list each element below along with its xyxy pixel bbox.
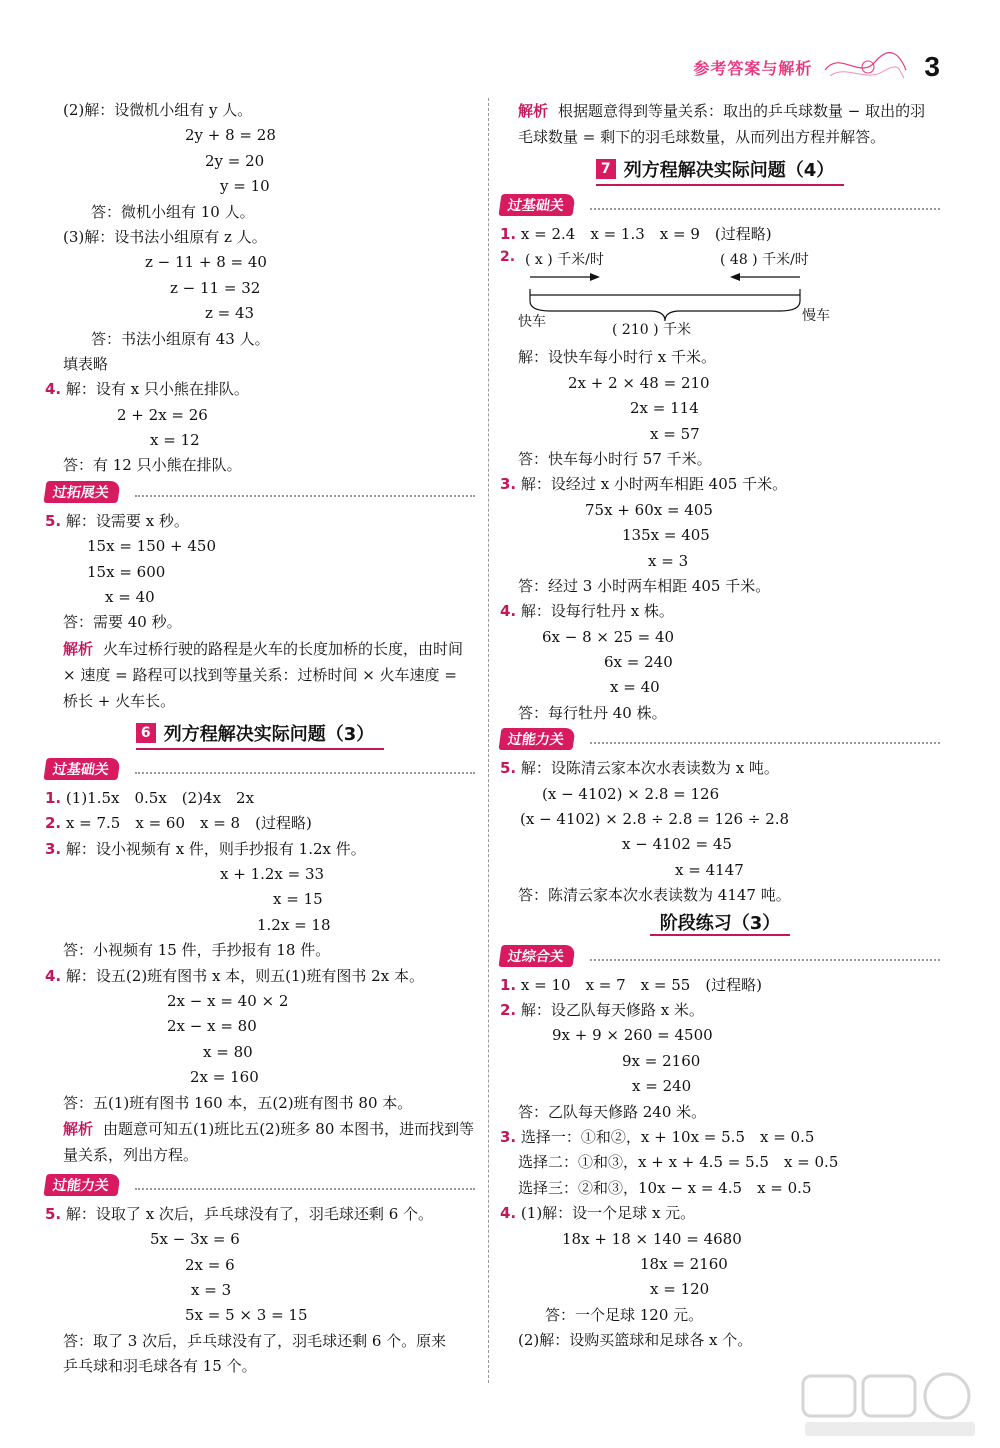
answer-line: 填表略 xyxy=(63,354,109,373)
section-label: 过基础关 xyxy=(43,758,120,780)
question-number: 4. xyxy=(45,380,62,399)
equation-line: x + 1.2x = 33 xyxy=(220,864,325,883)
equation-line: (x − 4102) × 2.8 = 126 xyxy=(542,784,720,803)
equation-line: 6x − 8 × 25 = 40 xyxy=(542,627,675,646)
explanation-text: 火车过桥行驶的路程是火车的长度加桥的长度，由时间 × 速度 = 路程可以找到等量关系：过桥时间 × 火车速度 = 桥长 + 火车长。 xyxy=(63,639,464,710)
answer-line: 解：设五(2)班有图书 x 本，则五(1)班有图书 2x 本。 xyxy=(65,966,424,985)
question-number: 5. xyxy=(500,759,517,778)
section-bar xyxy=(500,728,940,754)
equation-line: 5x − 3x = 6 xyxy=(150,1230,240,1249)
lesson-title: 列方程解决实际问题（3） xyxy=(163,723,375,745)
explanation xyxy=(500,98,938,150)
explanation-text: 由题意可知五(1)班比五(2)班多 80 本图书，进而找到等量关系，列出方程。 xyxy=(63,1119,475,1164)
equation-line: 9x = 2160 xyxy=(622,1051,701,1070)
equation-line: 6x = 240 xyxy=(604,653,673,672)
equation-line: 2y + 8 = 28 xyxy=(185,126,276,145)
equation-line: x = 240 xyxy=(632,1077,692,1096)
equation-line: 18x + 18 × 140 = 4680 xyxy=(562,1229,742,1248)
answer-line: 解：设取了 x 次后，乒乓球没有了，羽毛球还剩 6 个。 xyxy=(65,1204,433,1223)
question-number: 5. xyxy=(45,511,62,530)
question-number: 2. xyxy=(500,249,516,266)
equation-line: 2x = 6 xyxy=(185,1255,235,1274)
question-number: 2. xyxy=(500,1000,517,1019)
fast-car-speed-label: ( x ) 千米/时 xyxy=(525,252,604,269)
answer-line: 答：小视频有 15 件，手抄报有 18 件。 xyxy=(63,941,331,960)
decorative-swirl-icon xyxy=(820,50,910,84)
brace-icon xyxy=(530,301,800,321)
answer-line: 解：设快车每小时行 x 千米。 xyxy=(518,348,716,367)
lesson-heading xyxy=(45,720,475,752)
explanation-tag: 解析 xyxy=(63,1119,94,1138)
question-number: 1. xyxy=(45,788,62,807)
equation-line: 75x + 60x = 405 xyxy=(585,500,713,519)
arrowhead-right-icon xyxy=(590,273,600,281)
page-number: 3 xyxy=(924,51,940,82)
lesson-number: 7 xyxy=(596,159,616,179)
equation-line: x = 3 xyxy=(648,551,689,570)
answer-line: (2)解：设购买篮球和足球各 x 个。 xyxy=(518,1331,753,1350)
section-bar xyxy=(500,945,940,971)
fast-car-label: 快车 xyxy=(518,314,546,331)
right-column xyxy=(500,98,940,1353)
watermark-logo-icon xyxy=(795,1370,985,1440)
answer-line: 答：乙队每天修路 240 米。 xyxy=(518,1102,707,1121)
equation-line: z − 11 + 8 = 40 xyxy=(145,253,267,272)
answer-line: 答：书法小组原有 43 人。 xyxy=(91,329,270,348)
section-label: 过能力关 xyxy=(498,728,575,750)
question-number: 3. xyxy=(500,475,517,494)
answer-line: 解：设经过 x 小时两车相距 405 千米。 xyxy=(520,475,788,494)
question-number: 5. xyxy=(45,1204,62,1223)
section-bar xyxy=(45,481,475,507)
answer-line: 答：每行牡丹 40 株。 xyxy=(518,703,667,722)
section-bar xyxy=(500,194,940,220)
answer-line: 答：有 12 只小熊在排队。 xyxy=(63,456,242,475)
distance-line-diagram xyxy=(520,267,810,327)
answer-line: 答：微机小组有 10 人。 xyxy=(91,202,255,221)
distance-diagram xyxy=(500,247,940,345)
answer-line: 乒乓球和羽毛球各有 15 个。 xyxy=(63,1357,257,1376)
header-title: 参考答案与解析 xyxy=(693,58,813,78)
question-number: 4. xyxy=(45,966,62,985)
question-number: 3. xyxy=(500,1127,517,1146)
equation-line: 1.2x = 18 xyxy=(257,915,331,934)
lesson-heading xyxy=(500,156,940,188)
equation-line: 2y = 20 xyxy=(205,151,265,170)
answer-line: x = 2.4 x = 1.3 x = 9 (过程略) xyxy=(520,225,772,243)
equation-line: x = 3 xyxy=(191,1281,232,1300)
equation-line: 15x = 150 + 450 xyxy=(87,537,217,556)
equation-line: 2x = 114 xyxy=(630,399,699,418)
section-label: 过能力关 xyxy=(43,1174,120,1196)
answer-line: 解：设乙队每天修路 x 米。 xyxy=(520,1000,704,1019)
explanation xyxy=(45,636,475,714)
answer-line: 答：经过 3 小时两车相距 405 千米。 xyxy=(518,576,771,595)
arrowhead-left-icon xyxy=(730,273,740,281)
explanation-tag: 解析 xyxy=(518,102,549,120)
answer-line: (1)1.5x 0.5x (2)4x 2x xyxy=(65,788,255,807)
equation-line: 5x = 5 × 3 = 15 xyxy=(185,1306,308,1325)
answer-line: 解：设陈清云家本次水表读数为 x 吨。 xyxy=(520,759,779,778)
answer-line: 选择一：①和②，x + 10x = 5.5 x = 0.5 xyxy=(520,1127,815,1146)
question-number: 2. xyxy=(45,814,62,833)
lesson-title: 列方程解决实际问题（4） xyxy=(623,160,835,181)
section-bar xyxy=(45,1174,475,1200)
answer-line: 答：取了 3 次后，乒乓球没有了，羽毛球还剩 6 个。原来 xyxy=(63,1331,447,1350)
equation-line: z = 43 xyxy=(205,304,255,323)
equation-line: x = 40 xyxy=(610,678,660,697)
answer-line: 答：需要 40 秒。 xyxy=(63,613,182,632)
answer-line: 答：一个足球 120 元。 xyxy=(545,1305,704,1324)
left-column xyxy=(45,98,475,1380)
section-label: 过拓展关 xyxy=(43,481,120,503)
equation-line: 2x = 160 xyxy=(190,1068,259,1087)
equation-line: 15x = 600 xyxy=(87,562,166,581)
answer-line: (3)解：设书法小组原有 z 人。 xyxy=(63,227,267,246)
slow-car-speed-label: ( 48 ) 千米/时 xyxy=(720,252,809,269)
explanation-text: 根据题意得到等量关系：取出的乒乓球数量 − 取出的羽毛球数量 = 剩下的羽毛球数量，从而列出方程并解答。 xyxy=(518,102,926,146)
answer-line: 解：设需要 x 秒。 xyxy=(65,511,189,530)
equation-line: y = 10 xyxy=(220,177,270,196)
section-label: 过综合关 xyxy=(498,945,575,967)
slow-car-label: 慢车 xyxy=(802,308,830,325)
question-number: 4. xyxy=(500,1204,517,1223)
explanation-tag: 解析 xyxy=(63,639,94,658)
explanation xyxy=(45,1116,475,1168)
question-number: 1. xyxy=(500,225,517,243)
equation-line: z − 11 = 32 xyxy=(170,278,261,297)
question-number: 3. xyxy=(45,839,62,858)
stage-title: 阶段练习（3） xyxy=(650,913,791,936)
answer-line: 解：设每行牡丹 x 株。 xyxy=(520,602,674,621)
equation-line: 2x − x = 40 × 2 xyxy=(167,991,289,1010)
answer-line: 解：设小视频有 x 件，则手抄报有 1.2x 件。 xyxy=(65,839,366,858)
answer-line: 选择三：②和③，10x − x = 4.5 x = 0.5 xyxy=(518,1178,812,1197)
equation-line: x = 12 xyxy=(150,431,200,450)
equation-line: x = 15 xyxy=(273,890,323,909)
answer-line: 解：设有 x 只小熊在排队。 xyxy=(65,380,249,399)
equation-line: 2 + 2x = 26 xyxy=(117,405,208,424)
equation-line: 9x + 9 × 260 = 4500 xyxy=(552,1026,713,1045)
answer-line: 答：五(1)班有图书 160 本，五(2)班有图书 80 本。 xyxy=(63,1093,413,1112)
distance-label: ( 210 ) 千米 xyxy=(612,322,691,339)
answer-line: 答：快车每小时行 57 千米。 xyxy=(518,449,712,468)
equation-line: (x − 4102) × 2.8 ÷ 2.8 = 126 ÷ 2.8 xyxy=(520,810,790,829)
lesson-number: 6 xyxy=(136,723,156,743)
section-bar xyxy=(45,758,475,784)
stage-heading xyxy=(500,909,940,943)
question-number: 4. xyxy=(500,602,517,621)
answer-line: x = 7.5 x = 60 x = 8 (过程略) xyxy=(65,814,312,833)
question-number: 1. xyxy=(500,975,517,994)
answer-line: x = 10 x = 7 x = 55 (过程略) xyxy=(520,975,763,994)
answer-line: (2)解：设微机小组有 y 人。 xyxy=(63,101,253,119)
answer-line: 选择二：①和③，x + x + 4.5 = 5.5 x = 0.5 xyxy=(518,1153,839,1172)
column-divider xyxy=(488,98,489,1383)
equation-line: x = 120 xyxy=(650,1280,710,1299)
equation-line: x = 80 xyxy=(203,1042,253,1061)
answer-line: (1)解：设一个足球 x 元。 xyxy=(520,1204,696,1223)
equation-line: x = 40 xyxy=(105,588,155,607)
equation-line: x = 4147 xyxy=(675,860,744,879)
answer-line: 答：陈清云家本次水表读数为 4147 吨。 xyxy=(518,886,791,905)
page-header xyxy=(693,50,940,84)
equation-line: 2x − x = 80 xyxy=(167,1017,257,1036)
equation-line: x = 57 xyxy=(650,424,700,443)
equation-line: 135x = 405 xyxy=(622,526,710,545)
equation-line: 18x = 2160 xyxy=(640,1254,728,1273)
section-label: 过基础关 xyxy=(498,194,575,216)
equation-line: x − 4102 = 45 xyxy=(622,835,732,854)
equation-line: 2x + 2 × 48 = 210 xyxy=(568,373,710,392)
